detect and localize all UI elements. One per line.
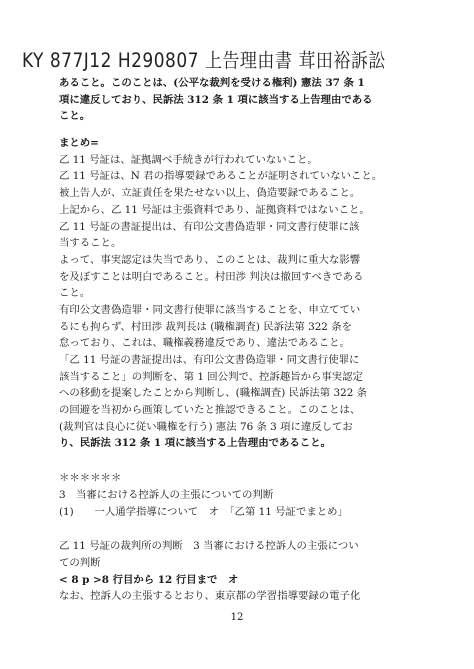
text-line: 被上告人が、立証責任を果たせない以上、偽造要録であること。 — [59, 187, 361, 200]
text-line: 該当すること」の判断を、第 1 回公判で、控訴趣旨から事実認定 — [59, 370, 363, 383]
text-line: 乙 11 号証は、証拠調べ手続きが行われていないこと。 — [59, 153, 318, 166]
text-line: を及ぼすことは明白であること。村田渉 判決は撤回すべきである — [59, 270, 364, 283]
text-line: 項に違反しており、民訴法 312 条 1 項に該当する上告理由である — [59, 93, 373, 106]
text-line: ての判断 — [59, 556, 101, 569]
section-heading-block — [59, 470, 429, 520]
text-line: の回避を当初から画策していたと推認できること。このことは、 — [59, 404, 361, 417]
court-judgment-block — [59, 538, 429, 605]
handwritten-header-note: KY 877J12 H290807 上告理由書 茸田裕訴訟 — [22, 49, 386, 73]
text-line: 乙 11 号証の裁判所の判断 3 当審における控訴人の主張につい — [59, 540, 359, 553]
text-line: (1) 一人通学指導について オ 「乙第 11 号証でまとめ」 — [59, 505, 348, 518]
text-line: 乙 11 号証は、N 君の指導要録であることが証明されていないこと。 — [59, 170, 383, 183]
text-line: こと。 — [59, 287, 91, 300]
text-line: 怠っており、これは、職権義務違反であり、違法であること。 — [59, 337, 350, 350]
text-line: < 8 p >8 行目から 12 行目まで オ — [59, 573, 239, 586]
text-line: あること。このことは、(公平な裁判を受ける権利) 憲法 37 条 1 — [59, 77, 365, 89]
text-line: よって、事実認定は失当であり、このことは、裁判に重大な影響 — [59, 253, 361, 266]
text-line: り、民訴法 312 条 1 項に該当する上告理由であること。 — [59, 437, 331, 450]
text-line: 有印公文書偽造罪・同文書行使罪に該当することを、申立ててい — [59, 303, 361, 316]
text-line: 上記から、乙 11 号証は主張資料であり、証拠資料ではないこと。 — [59, 203, 370, 216]
text-line: (裁判官は良心に従い職権を行う) 憲法 76 条 3 項に違反してお — [59, 420, 353, 433]
text-line: まとめ= — [59, 137, 99, 150]
text-line: への移動を提案したことから判断し、(職権調査) 民訴法第 322 条 — [59, 387, 368, 400]
text-line: 3 当審における控訴人の主張についての判断 — [59, 488, 274, 501]
text-line: 当すること。 — [59, 237, 122, 250]
paragraph-block — [59, 75, 429, 125]
summary-block — [59, 135, 429, 452]
page-number: 12 — [230, 612, 244, 623]
text-line: 「乙 11 号証の書証提出は、有印公文書偽造罪・同文書行使罪に — [59, 354, 360, 366]
text-line: なお、控訴人の主張するとおり、東京都の学習指導要録の電子化 — [59, 590, 361, 603]
text-line: るにも拘らず、村田渉 裁判長は (職権調査) 民訴法第 322 条を — [59, 320, 352, 333]
text-line: こと。 — [59, 110, 91, 123]
body-text — [59, 75, 429, 605]
text-line: ＊＊＊＊＊＊ — [59, 472, 122, 485]
text-line: 乙 11 号証の書証提出は、有印公文書偽造罪・同文書行使罪に該 — [59, 220, 360, 233]
